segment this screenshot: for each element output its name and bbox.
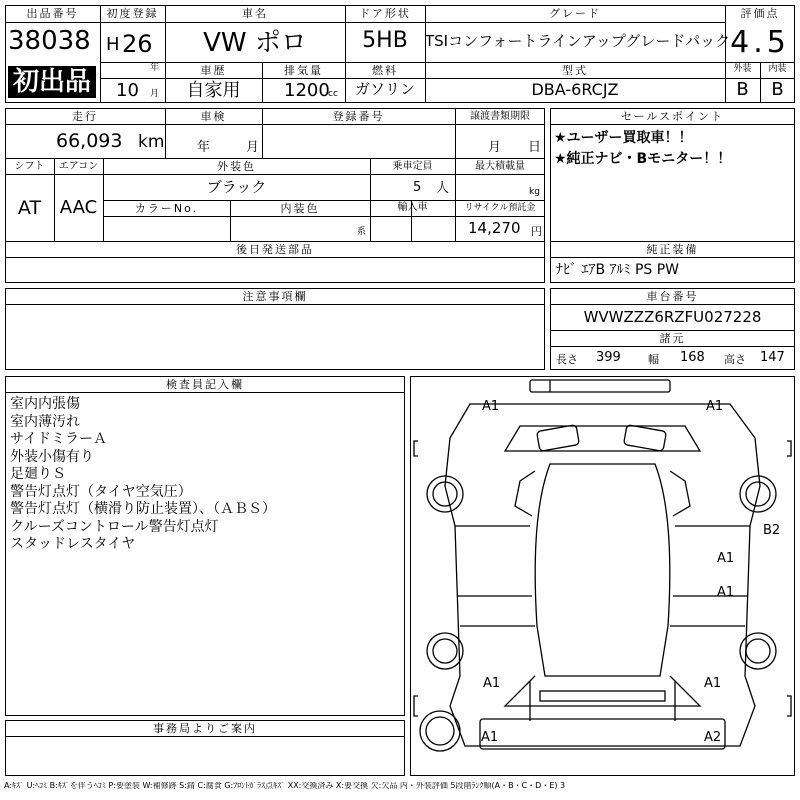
fuel-label: 燃料 bbox=[372, 64, 398, 77]
sales-label: セールスポイント bbox=[620, 110, 724, 123]
grade: TSIコンフォートラインアップグレードパック bbox=[425, 32, 731, 50]
specs-label: 諸元 bbox=[659, 332, 686, 345]
note-line: スタッドレスタイヤ bbox=[10, 536, 136, 552]
door-label: ドア形状 bbox=[359, 7, 411, 20]
shift: AT bbox=[17, 197, 42, 219]
model: DBA-6RCJZ bbox=[531, 80, 619, 99]
import-label: 輸入車 bbox=[397, 202, 428, 213]
load-unit: kg bbox=[529, 187, 540, 197]
recycle-amount: 14,270 bbox=[468, 219, 521, 237]
genuine-equipment: ﾅﾋﾞ ｴｱB ｱﾙﾐ PS PW bbox=[556, 262, 680, 278]
damage-mark: A1 bbox=[481, 730, 499, 745]
damage-mark: A1 bbox=[704, 676, 722, 691]
inspector-label: 検査員記入欄 bbox=[166, 378, 244, 391]
car-diagram-drawing bbox=[410, 376, 795, 776]
insp-month-unit: 月 bbox=[246, 140, 260, 155]
damage-mark: A1 bbox=[717, 551, 735, 566]
inspection-label: 車検 bbox=[200, 110, 227, 123]
lot-label: 出品番号 bbox=[26, 7, 79, 20]
recycle-unit: 円 bbox=[531, 225, 542, 238]
sales-point-2: ★純正ナビ・Bモニター！！ bbox=[554, 151, 732, 167]
office-label: 事務局よりご案内 bbox=[153, 722, 257, 735]
transfer-month-unit: 月 bbox=[488, 140, 502, 155]
ac: AAC bbox=[59, 197, 98, 218]
displacement-label: 排気量 bbox=[284, 64, 323, 77]
load-label: 最大積載量 bbox=[475, 161, 525, 172]
score-label: 評価点 bbox=[740, 7, 780, 20]
damage-mark: A1 bbox=[706, 399, 724, 414]
ext-grade-label: 外装 bbox=[733, 64, 752, 74]
displacement: 1200 bbox=[284, 80, 330, 101]
transfer-label: 譲渡書類期限 bbox=[470, 111, 530, 122]
damage-mark: A1 bbox=[717, 585, 735, 600]
note-line: クルーズコントロール警告灯点灯 bbox=[10, 518, 219, 535]
chassis-label: 車台番号 bbox=[646, 290, 699, 303]
chassis-number: WVWZZZ6RZFU027228 bbox=[583, 308, 762, 326]
history: 自家用 bbox=[186, 80, 241, 101]
reg-month: 10 bbox=[116, 80, 139, 101]
damage-mark: A2 bbox=[704, 730, 722, 745]
mileage: 66,093 bbox=[56, 130, 123, 152]
ext-color: ブラック bbox=[206, 178, 267, 196]
recycle-label: リサイクル預託金 bbox=[464, 203, 536, 213]
sales-point-1: ★ユーザー買取車！！ bbox=[554, 130, 693, 146]
cc-unit: cc bbox=[328, 89, 338, 99]
ac-label: エアコン bbox=[58, 161, 99, 172]
damage-mark: A1 bbox=[482, 399, 500, 414]
history-label: 車歴 bbox=[200, 64, 227, 77]
color-no-label: カラーNo. bbox=[134, 202, 199, 215]
note-line: 警告灯点灯（横滑り防止装置）、（ＡＢＳ） bbox=[10, 501, 276, 517]
grade-label: グレード bbox=[549, 7, 601, 20]
parts-label: 後日発送部品 bbox=[236, 243, 314, 256]
height: 147 bbox=[760, 350, 785, 365]
int-grade: B bbox=[771, 79, 784, 100]
note-line: 室内内張傷 bbox=[10, 396, 80, 412]
km-unit: km bbox=[138, 132, 165, 152]
door-type: 5HB bbox=[362, 28, 408, 53]
height-label: 高さ bbox=[724, 353, 746, 366]
score: 4.5 bbox=[730, 25, 790, 60]
inspector-notes bbox=[10, 396, 400, 554]
transfer-day-unit: 日 bbox=[528, 140, 542, 155]
shift-label: シフト bbox=[14, 161, 45, 172]
note-line: 外装小傷有り bbox=[10, 448, 94, 465]
capacity-unit: 人 bbox=[436, 181, 450, 196]
width-label: 幅 bbox=[648, 353, 659, 366]
car-name-label: 車名 bbox=[242, 7, 268, 20]
capacity: 5 bbox=[413, 180, 422, 195]
notes-label: 注意事項欄 bbox=[242, 290, 308, 303]
lot-number: 38038 bbox=[8, 26, 91, 56]
era: H bbox=[106, 34, 120, 55]
plate-label: 登録番号 bbox=[332, 110, 385, 123]
reg-label: 初度登録 bbox=[106, 7, 159, 20]
damage-mark: A1 bbox=[483, 676, 501, 691]
note-line: 警告灯点灯（タイヤ空気圧） bbox=[10, 483, 192, 500]
model-label: 型式 bbox=[562, 64, 588, 77]
damage-mark: B2 bbox=[763, 523, 781, 538]
int-color-label: 内装色 bbox=[280, 202, 320, 215]
width: 168 bbox=[680, 350, 705, 365]
mileage-label: 走行 bbox=[72, 110, 98, 123]
genuine-label: 純正装備 bbox=[646, 243, 699, 256]
note-line: 室内薄汚れ bbox=[10, 413, 80, 430]
month-unit: 月 bbox=[150, 89, 160, 99]
fuel: ガソリン bbox=[354, 80, 415, 98]
year-unit: 年 bbox=[150, 63, 160, 73]
legend: A:ｷｽﾞ U:ﾍｺﾐ B:ｷｽﾞを伴うﾍｺﾐ P:要塗装 W:補修跡 S:錆 C:腐食 G:ﾌﾛﾝﾄｶﾞﾗｽ点ｷｽﾞ XX:交換済み X:要交換 欠:欠品 内・外装評価 5段階ﾗﾝｸ順(A・B・C・D・E) 3 bbox=[4, 782, 566, 790]
insp-year-unit: 年 bbox=[197, 140, 211, 155]
length-label: 長さ bbox=[556, 353, 578, 366]
capacity-label: 乗車定員 bbox=[392, 161, 433, 172]
length: 399 bbox=[596, 350, 621, 365]
first-listing-badge: 初出品 bbox=[8, 66, 96, 98]
int-grade-label: 内装 bbox=[768, 64, 787, 74]
note-line: サイドミラーＡ bbox=[10, 431, 108, 447]
ext-color-label: 外装色 bbox=[217, 160, 256, 173]
car-name: VW ポロ bbox=[203, 28, 307, 58]
note-line: 足廻りＳ bbox=[10, 466, 66, 482]
reg-year: 26 bbox=[122, 30, 153, 58]
ext-grade: B bbox=[736, 79, 749, 100]
int-color-unit: 系 bbox=[357, 227, 367, 237]
